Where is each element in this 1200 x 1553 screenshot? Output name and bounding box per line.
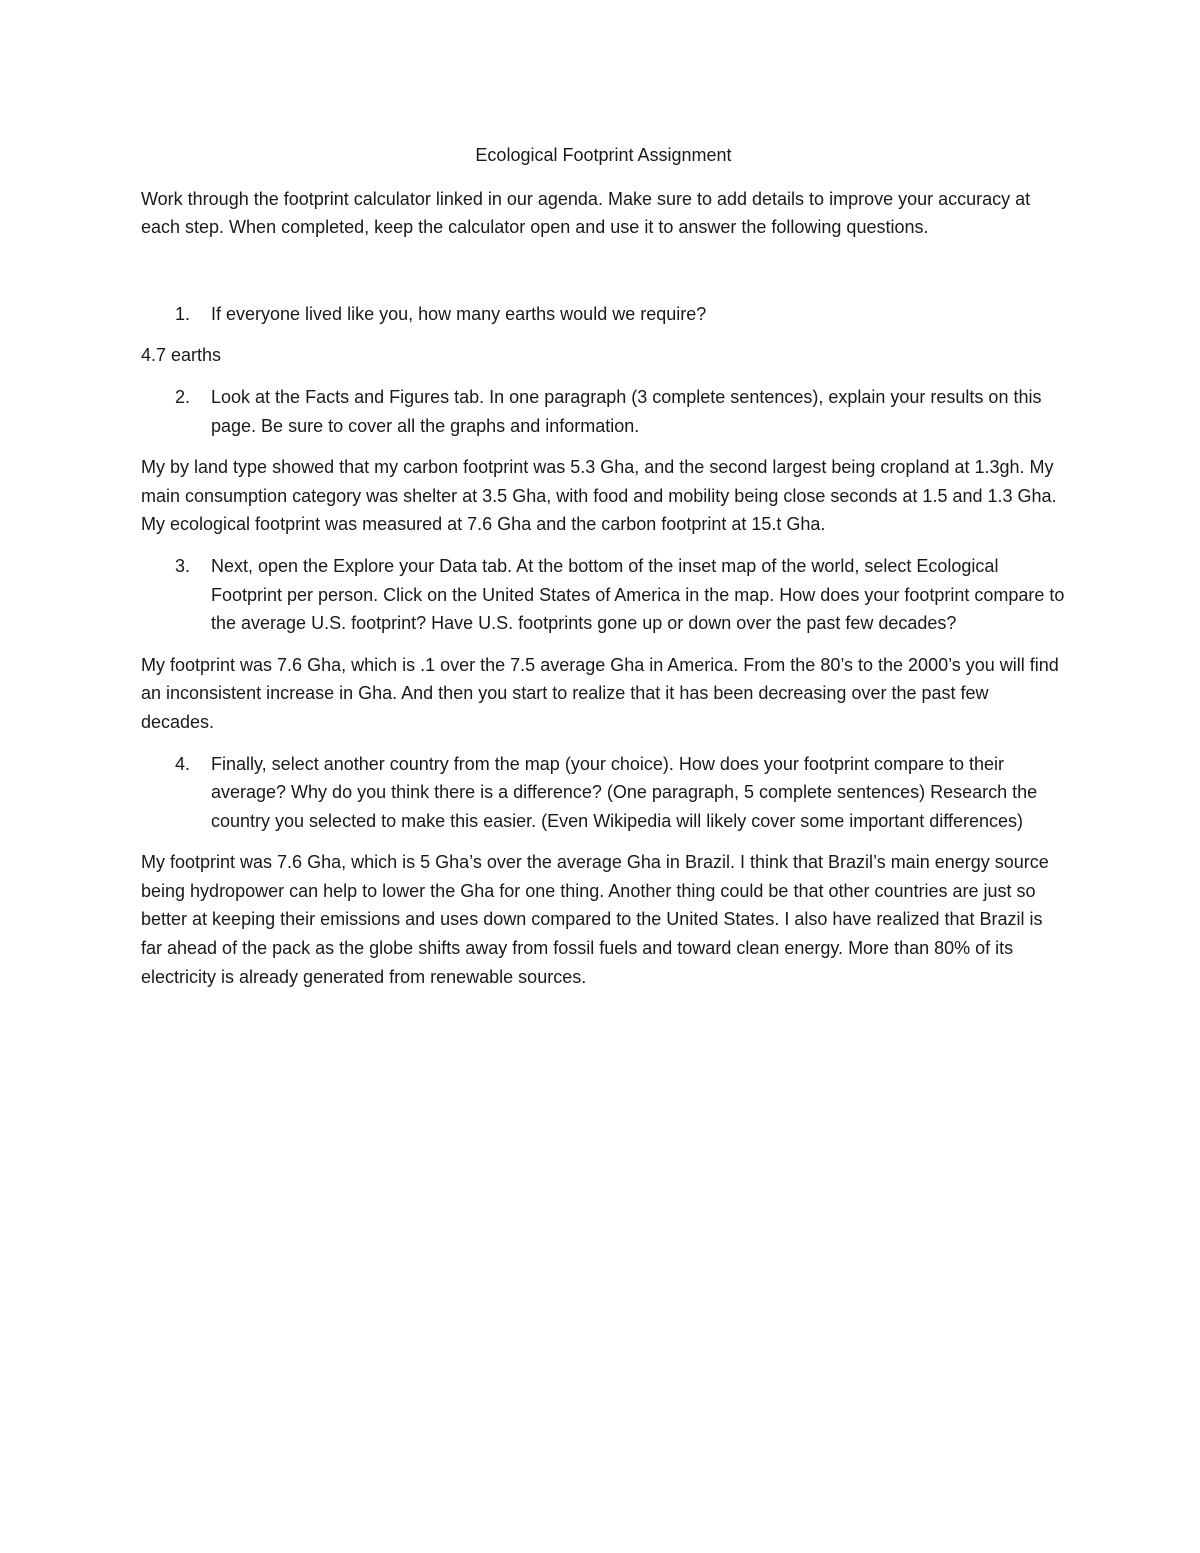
question-number: 2.: [175, 386, 191, 407]
question-1: [141, 300, 1066, 329]
question-number: 1.: [175, 303, 191, 324]
question-text: Next, open the Explore your Data tab. At the bottom of the inset map of the world, select Ecological Footprint per person. Click on the United States of America in the map. How does your footprint compare to the average U.S. footprint? Have U.S. footprints gone up or down over the past few decades?: [211, 555, 1065, 634]
question-text: If everyone lived like you, how many earths would we require?: [211, 303, 707, 324]
question-2: [141, 383, 1066, 440]
answer-2: My by land type showed that my carbon footprint was 5.3 Gha, and the second largest being cropland at 1.3gh. My main consumption category was shelter at 3.5 Gha, with food and mobility being close seconds at 1.5 and 1.3 Gha. My ecological footprint was measured at 7.6 Gha and the carbon footprint at 15.t Gha.: [141, 457, 1057, 535]
question-text: Finally, select another country from the map (your choice). How does your footprint compare to their average? Why do you think there is a difference? (One paragraph, 5 complete sentences) Research the country you selected to make this easier. (Even Wikipedia will likely cover some important differences): [211, 753, 1038, 831]
question-number: 3.: [175, 555, 191, 576]
answer-3: My footprint was 7.6 Gha, which is .1 over the 7.5 average Gha in America. From the 80’s to the 2000’s you will find an inconsistent increase in Gha. And then you start to realize that it has been decreasing over the past few decades.: [141, 654, 1059, 732]
question-4: [141, 750, 1066, 836]
answer-1: 4.7 earths: [141, 345, 222, 366]
question-number: 4.: [175, 753, 191, 774]
document-body: [141, 141, 1066, 1004]
answer-4: My footprint was 7.6 Gha, which is 5 Gha’s over the average Gha in Brazil. I think that Brazil’s main energy source being hydropower can help to lower the Gha for one thing. Another thing could be that other countries are just so better at keeping their emissions and uses down compared to the United States. I also have realized that Brazil is far ahead of the pack as the globe shifts away from fossil fuels and toward clean energy. More than 80% of its electricity is already generated from renewable sources.: [141, 852, 1049, 987]
document-title: Ecological Footprint Assignment: [475, 145, 732, 165]
intro-paragraph: Work through the footprint calculator linked in our agenda. Make sure to add details to improve your accuracy at each step. When completed, keep the calculator open and use it to answer the following questions.: [141, 188, 1031, 238]
question-text: Look at the Facts and Figures tab. In one paragraph (3 complete sentences), explain your results on this page. Be sure to cover all the graphs and information.: [211, 386, 1042, 436]
question-3: [141, 552, 1066, 638]
